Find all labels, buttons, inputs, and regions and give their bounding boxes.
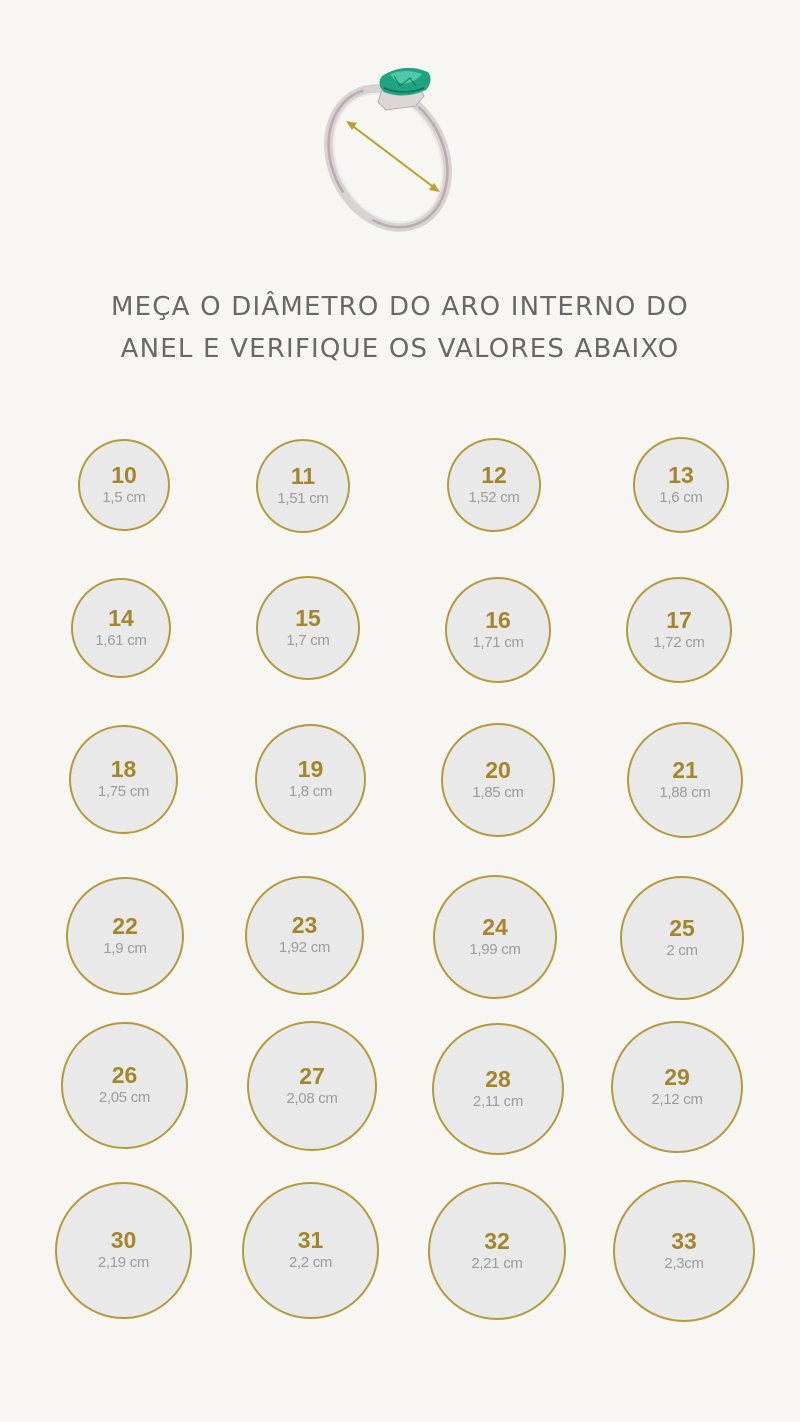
size-circle-27 xyxy=(247,1021,377,1151)
size-number: 30 xyxy=(110,1227,137,1253)
size-number: 12 xyxy=(481,461,507,488)
size-diameter: 1,61 cm xyxy=(95,631,147,649)
size-diameter: 1,75 cm xyxy=(97,783,150,800)
size-diameter: 1,9 cm xyxy=(103,939,147,957)
size-number: 23 xyxy=(291,912,318,938)
size-number: 18 xyxy=(110,756,137,782)
size-diameter: 1,71 cm xyxy=(472,633,524,651)
size-circle-15 xyxy=(256,576,360,680)
size-diameter: 1,85 cm xyxy=(472,783,524,801)
size-circle-22 xyxy=(66,877,184,995)
size-number: 31 xyxy=(297,1227,324,1253)
size-circle-11 xyxy=(256,439,350,533)
size-circle-32 xyxy=(428,1182,566,1320)
size-number: 33 xyxy=(671,1227,697,1254)
size-circle-10 xyxy=(78,439,170,531)
size-diameter: 1,7 cm xyxy=(286,631,330,649)
size-number: 16 xyxy=(485,606,511,633)
size-number: 11 xyxy=(290,462,316,489)
size-circle-14 xyxy=(71,578,171,678)
size-diameter: 1,51 cm xyxy=(277,489,329,507)
size-number: 13 xyxy=(668,461,694,488)
size-circle-30 xyxy=(55,1182,192,1319)
headline-line-1: MEÇA O DIÂMETRO DO ARO INTERNO DO xyxy=(111,292,689,322)
size-diameter: 2,12 cm xyxy=(651,1090,703,1108)
size-circle-29 xyxy=(611,1021,743,1153)
size-number: 14 xyxy=(108,604,134,631)
size-diameter: 2,08 cm xyxy=(286,1089,338,1107)
size-circle-18 xyxy=(69,725,178,834)
size-circle-20 xyxy=(441,723,555,837)
size-circle-25 xyxy=(620,876,744,1000)
size-number: 19 xyxy=(297,756,324,782)
size-number: 15 xyxy=(295,604,321,631)
size-number: 22 xyxy=(112,912,138,939)
headline-line-2: ANEL E VERIFIQUE OS VALORES ABAIXO xyxy=(120,334,680,364)
size-diameter: 1,99 cm xyxy=(469,940,521,958)
size-diameter: 1,92 cm xyxy=(278,939,331,956)
size-number: 29 xyxy=(664,1063,690,1090)
size-number: 21 xyxy=(672,756,698,783)
size-diameter: 1,72 cm xyxy=(653,633,705,651)
size-number: 17 xyxy=(666,606,692,633)
size-diameter: 1,5 cm xyxy=(102,488,146,506)
size-diameter: 1,52 cm xyxy=(468,488,520,506)
size-circle-16 xyxy=(445,577,551,683)
size-diameter: 2,3cm xyxy=(664,1254,704,1272)
size-diameter: 2 cm xyxy=(666,941,698,959)
size-circle-23 xyxy=(245,876,364,995)
size-diameter: 2,11 cm xyxy=(472,1092,524,1110)
size-circle-28 xyxy=(432,1023,564,1155)
size-number: 28 xyxy=(485,1065,511,1092)
size-diameter: 1,8 cm xyxy=(288,783,333,800)
size-number: 32 xyxy=(484,1227,510,1254)
size-circle-17 xyxy=(626,577,732,683)
size-diameter: 2,21 cm xyxy=(471,1254,523,1272)
size-number: 27 xyxy=(299,1062,325,1089)
size-diameter: 2,2 cm xyxy=(288,1254,333,1271)
size-number: 10 xyxy=(111,461,137,488)
size-circle-26 xyxy=(61,1022,188,1149)
size-number: 20 xyxy=(485,756,511,783)
size-diameter: 2,19 cm xyxy=(97,1254,150,1271)
size-diameter: 1,6 cm xyxy=(659,488,703,506)
size-circle-12 xyxy=(447,438,541,532)
size-number: 25 xyxy=(669,914,695,941)
size-number: 26 xyxy=(111,1062,138,1088)
size-number: 24 xyxy=(482,913,508,940)
size-diameter: 2,05 cm xyxy=(98,1089,151,1106)
size-circle-24 xyxy=(433,875,557,999)
size-circle-13 xyxy=(633,437,729,533)
size-diameter: 1,88 cm xyxy=(659,783,711,801)
size-circle-31 xyxy=(242,1182,379,1319)
size-circle-21 xyxy=(627,722,743,838)
size-circle-19 xyxy=(255,724,366,835)
size-circle-33 xyxy=(613,1180,755,1322)
